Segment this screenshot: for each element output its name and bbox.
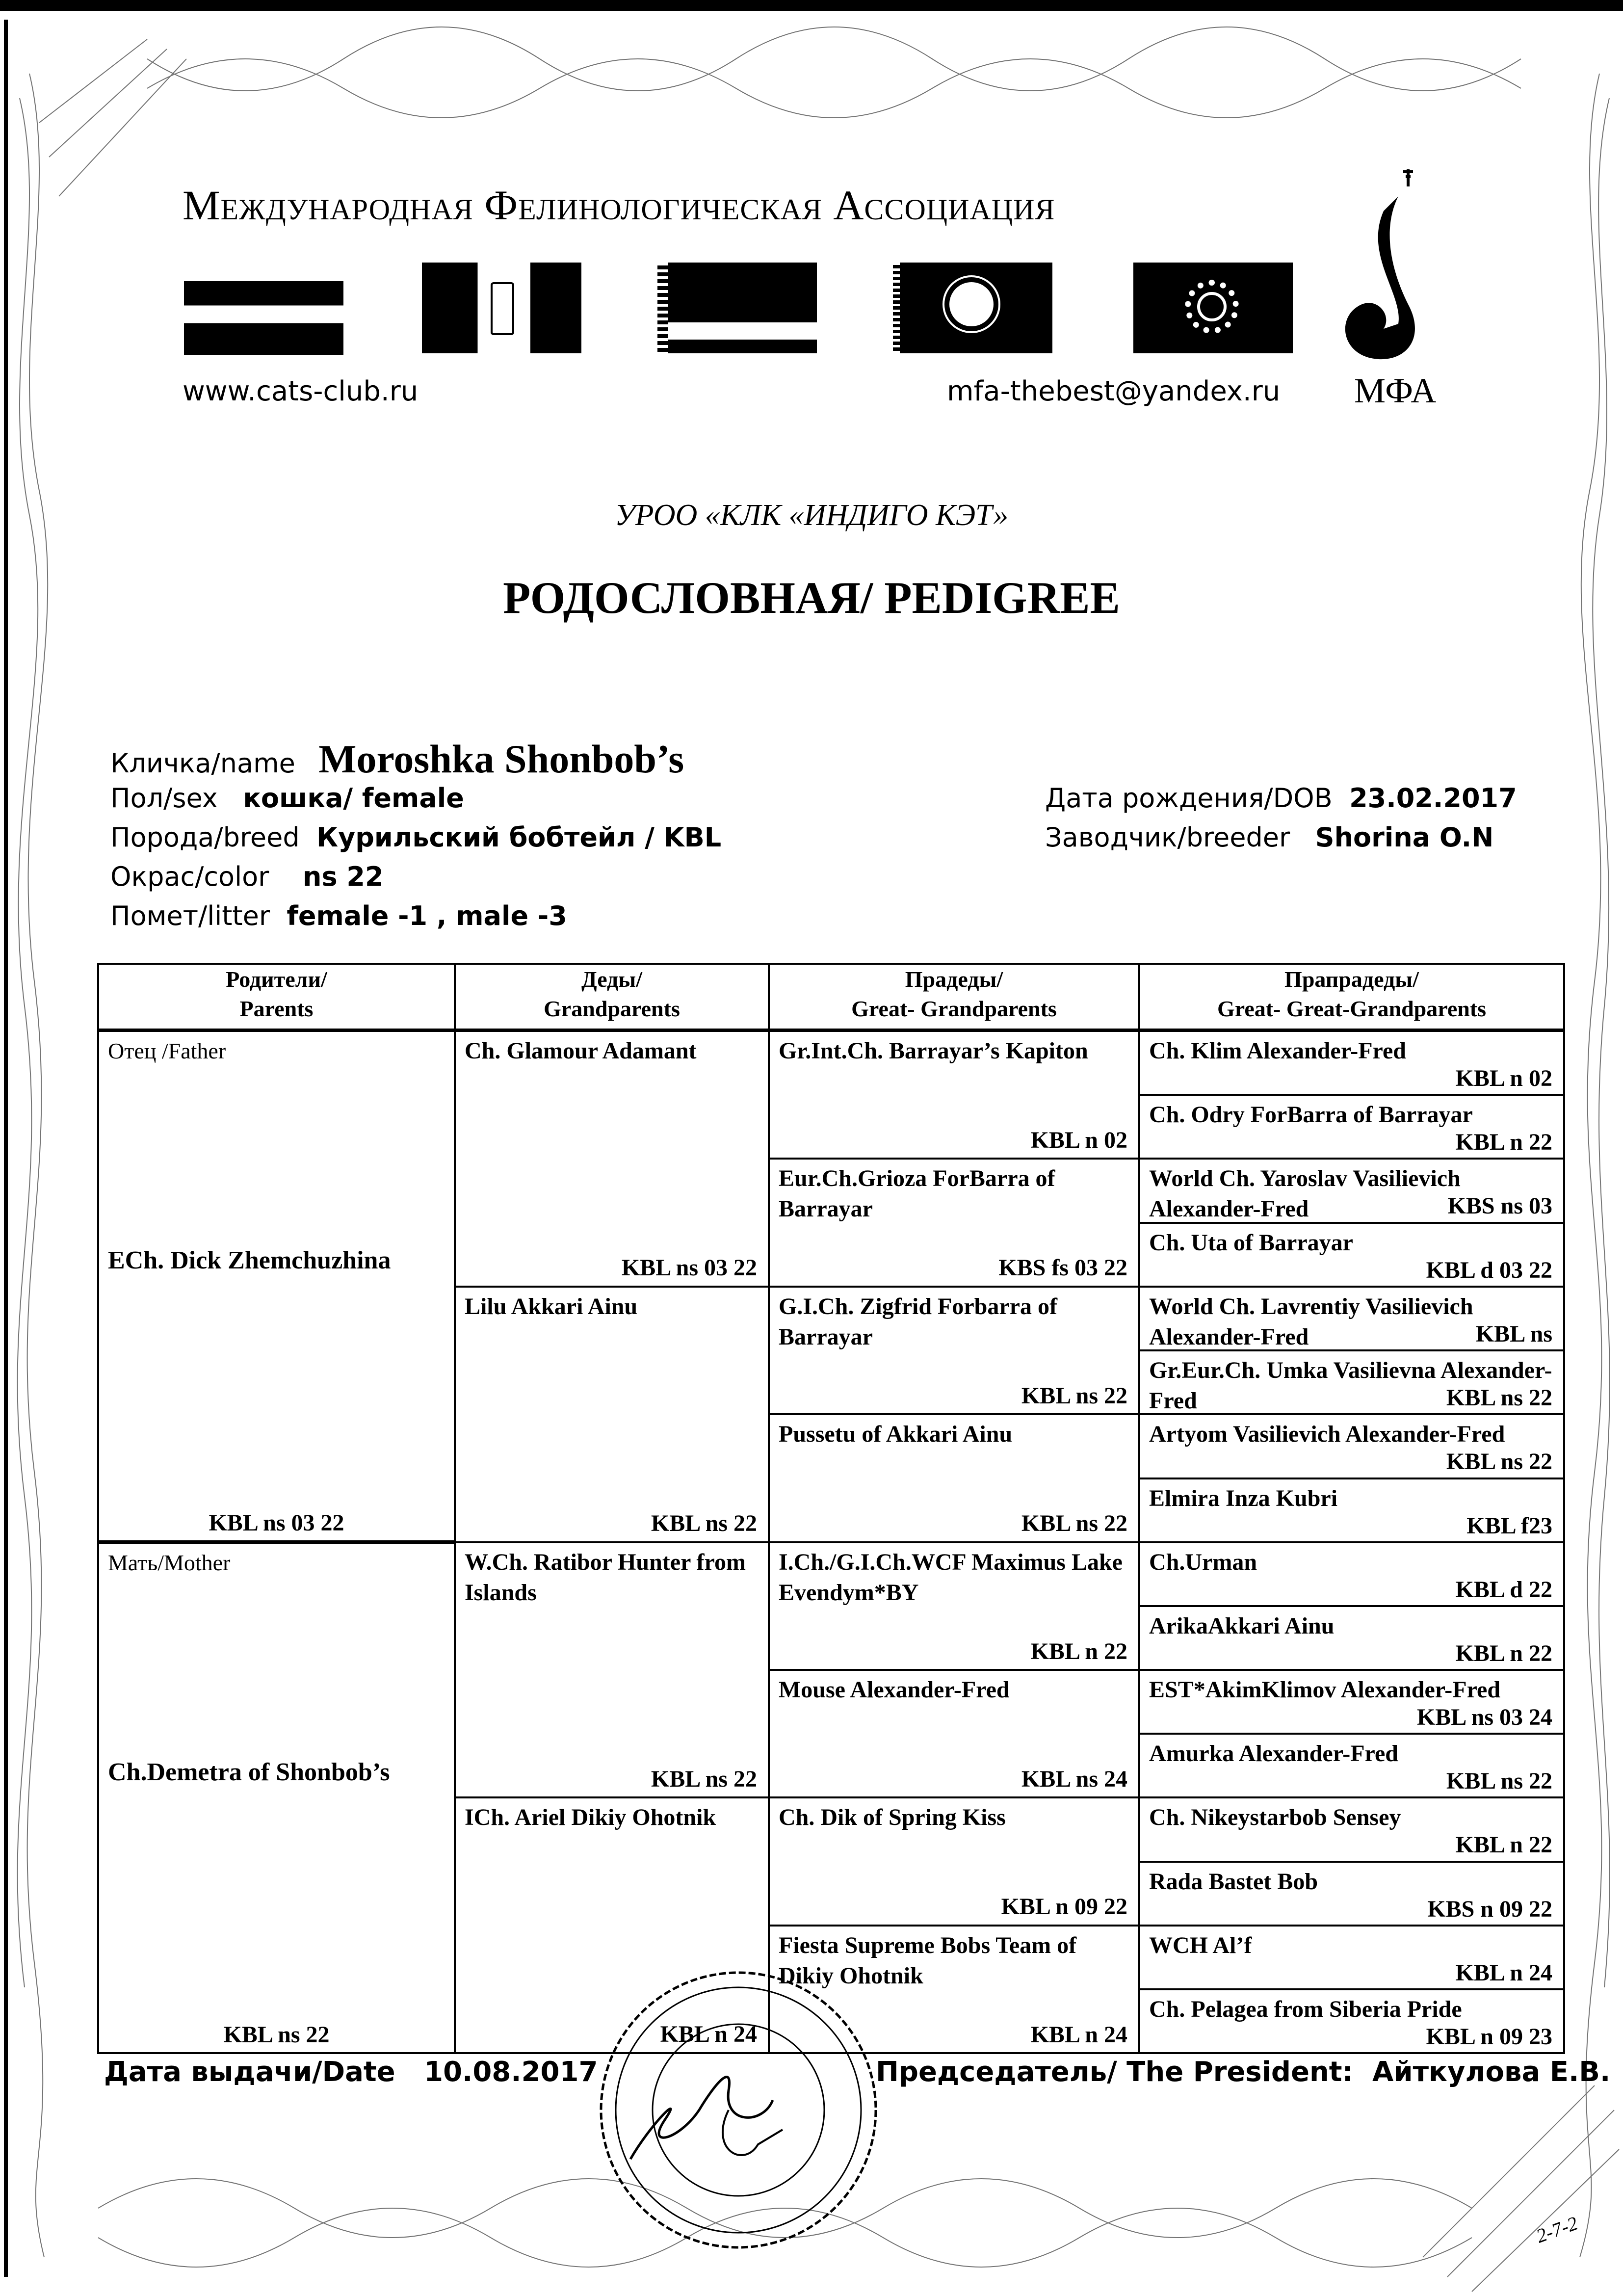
cat-name: World Ch. Lavrentiy Vasilievich Alexander-Fred — [1149, 1293, 1473, 1350]
ems-code: KBL ns 22 — [651, 1766, 757, 1792]
ems-code: KBL n 02 — [1455, 1065, 1552, 1091]
ems-code: KBL ns 22 — [651, 1510, 757, 1536]
parent-cell — [98, 1030, 455, 1542]
table-header-row — [98, 964, 1564, 1030]
cat-name: Ch. Pelagea from Siberia Pride — [1149, 1996, 1462, 2022]
great-grandparent-cell — [769, 1670, 1139, 1798]
color-label: Окрас/color — [110, 861, 269, 892]
cat-name: Ch. Klim Alexander-Fred — [1149, 1038, 1406, 1064]
great-great-grandparent-cell — [1139, 1414, 1564, 1478]
great-great-grandparent-cell — [1139, 1542, 1564, 1606]
ems-code: KBL d 03 22 — [1426, 1257, 1552, 1283]
great-grandparent-cell — [769, 1287, 1139, 1415]
name-field — [110, 736, 684, 782]
official-stamp-icon — [586, 1963, 890, 2257]
great-great-grandparent-cell — [1139, 1223, 1564, 1287]
ems-code: KBL ns 24 — [1021, 1766, 1127, 1792]
cat-name: Ch. Nikeystarbob Sensey — [1149, 1804, 1401, 1830]
parent-name: ECh. Dick Zhemchuzhina — [108, 1246, 391, 1275]
great-great-grandparent-cell — [1139, 1287, 1564, 1351]
great-great-grandparent-cell — [1139, 1670, 1564, 1734]
ems-code: KBL ns 22 — [1446, 1449, 1552, 1475]
color-field — [110, 861, 384, 892]
breed-label: Порода/breed — [110, 822, 300, 853]
great-great-grandparent-cell — [1139, 1606, 1564, 1670]
ems-code: KBL n 24 — [1030, 2021, 1127, 2048]
grandparent-cell — [455, 1542, 769, 1798]
dob-label: Дата рождения/DOB — [1045, 783, 1333, 814]
ems-code: KBL n 22 — [1455, 1640, 1552, 1666]
cat-name: Ch.Urman — [1149, 1549, 1257, 1575]
ems-code: KBL ns 22 — [1021, 1382, 1127, 1409]
president-label: Председатель/ The President: — [876, 2056, 1353, 2088]
litter-label: Помет/litter — [110, 900, 270, 931]
color-value: ns 22 — [303, 861, 384, 892]
org-title: Международная Фелинологическая Ассоциация — [183, 182, 1055, 229]
cat-name: WCH Al’f — [1149, 1932, 1252, 1958]
ems-code: KBL n 24 — [1455, 1959, 1552, 1986]
ems-code: KBL n 02 — [1030, 1127, 1127, 1153]
ems-code: KBS n 09 22 — [1427, 1896, 1552, 1922]
dob-field — [1045, 783, 1517, 814]
great-great-grandparent-cell — [1139, 1159, 1564, 1223]
ems-code: KBL ns 22 — [1446, 1385, 1552, 1411]
cat-name: I.Ch./G.I.Ch.WCF Maximus Lake Evendym*BY — [779, 1549, 1123, 1606]
russia-flag-icon — [184, 281, 343, 355]
table-row — [98, 1542, 1564, 1606]
great-great-grandparent-cell — [1139, 1350, 1564, 1414]
breeder-label: Заводчик/breeder — [1045, 822, 1290, 853]
great-grandparent-cell — [769, 1414, 1139, 1542]
website-link[interactable]: www.cats-club.ru — [183, 375, 419, 407]
great-grandparent-cell — [769, 1159, 1139, 1287]
cat-name: Moroshka Shonbob’s — [318, 737, 684, 781]
cat-name: Eur.Ch.Grioza ForBarra of Barrayar — [779, 1165, 1055, 1222]
cat-name: Rada Bastet Bob — [1149, 1868, 1318, 1895]
great-great-grandparent-cell — [1139, 1926, 1564, 1990]
president — [876, 2056, 1610, 2088]
great-great-grandparent-cell — [1139, 1478, 1564, 1542]
cat-name: Ch. Uta of Barrayar — [1149, 1229, 1353, 1256]
header-grandparents: Деды/ Grandparents — [455, 964, 769, 1030]
great-grandparent-cell — [769, 1030, 1139, 1159]
cat-name: ArikaAkkari Ainu — [1149, 1612, 1335, 1639]
cat-name: Lilu Akkari Ainu — [465, 1293, 638, 1320]
parent-name: Ch.Demetra of Shonbob’s — [108, 1758, 390, 1787]
moldova-flag-icon — [422, 263, 581, 353]
issue-date-label: Дата выдачи/Date — [104, 2056, 395, 2088]
cat-name: Gr.Eur.Ch. Umka Vasilievna Alexander-Fred — [1149, 1357, 1552, 1414]
grandparent-cell — [455, 1287, 769, 1542]
great-great-grandparent-cell — [1139, 1797, 1564, 1862]
header-great-great-grandparents: Прапрадеды/ Great- Great-Grandparents — [1139, 964, 1564, 1030]
great-great-grandparent-cell — [1139, 1030, 1564, 1095]
cat-name: Amurka Alexander-Fred — [1149, 1741, 1398, 1767]
ems-code: KBL n 09 23 — [1426, 2024, 1552, 2050]
header-great-grandparents: Прадеды/ Great- Grandparents — [769, 964, 1139, 1030]
litter-field — [110, 900, 567, 931]
ems-code: KBL ns 03 24 — [1416, 1704, 1552, 1730]
cat-logo-icon — [1335, 167, 1462, 368]
ems-code: KBL n 22 — [1030, 1638, 1127, 1664]
issue-date — [104, 2056, 598, 2088]
ems-code: KBL ns 22 — [223, 2022, 330, 2048]
cat-name: Ch. Odry ForBarra of Barrayar — [1149, 1102, 1473, 1128]
pedigree-table — [97, 963, 1565, 2054]
mfa-logo-text: МФА — [1354, 371, 1437, 410]
ems-code: KBS ns 03 — [1447, 1193, 1552, 1219]
kyrgyzstan-flag-icon — [1133, 263, 1293, 353]
ems-code: KBL n 22 — [1455, 1832, 1552, 1858]
sex-field — [110, 783, 464, 814]
club-name: УРОО «КЛК «ИНДИГО КЭТ» — [614, 499, 1009, 532]
grandparent-cell — [455, 1030, 769, 1287]
cat-name: Elmira Inza Kubri — [1149, 1485, 1338, 1511]
president-name: Айткулова Е.В. — [1372, 2056, 1611, 2088]
ems-code: KBL ns 22 — [1021, 1510, 1127, 1536]
cat-name: W.Ch. Ratibor Hunter from Islands — [465, 1549, 746, 1606]
parent-role-label: Отец /Father — [108, 1038, 226, 1063]
cat-name: World Ch. Yaroslav Vasilievich Alexander-Fred — [1149, 1165, 1461, 1222]
ems-code: KBL d 22 — [1455, 1576, 1552, 1603]
cat-name: Mouse Alexander-Fred — [779, 1676, 1010, 1703]
email-link[interactable]: mfa-thebest@yandex.ru — [947, 375, 1281, 407]
cat-name: G.I.Ch. Zigfrid Forbarra of Barrayar — [779, 1293, 1057, 1350]
great-grandparent-cell — [769, 1542, 1139, 1670]
ems-code: KBL ns 03 22 — [621, 1255, 757, 1281]
cat-name: Artyom Vasilievich Alexander-Fred — [1149, 1421, 1505, 1447]
breeder-value: Shorina O.N — [1315, 822, 1494, 853]
member-flags — [184, 263, 1312, 353]
ems-code: KBL ns — [1475, 1320, 1552, 1347]
sex-value: кошка/ female — [243, 783, 464, 814]
great-great-grandparent-cell — [1139, 1989, 1564, 2053]
name-label: Кличка/name — [110, 748, 295, 779]
ems-code: KBL f23 — [1466, 1512, 1552, 1539]
ems-code: KBL ns 03 22 — [209, 1510, 344, 1536]
issue-date-value: 10.08.2017 — [424, 2056, 598, 2088]
page-number: 2-7-2 — [1533, 2212, 1581, 2247]
table-row — [98, 1030, 1564, 1095]
great-grandparent-cell — [769, 1797, 1139, 1926]
ems-code: KBS fs 03 22 — [998, 1255, 1127, 1281]
cat-name: Gr.Int.Ch. Barrayar’s Kapiton — [779, 1038, 1088, 1064]
belarus-flag-icon — [657, 263, 817, 353]
ems-code: KBL n 22 — [1455, 1129, 1552, 1155]
kazakhstan-flag-icon — [893, 263, 1052, 353]
ems-code: KBL n 24 — [660, 2021, 757, 2047]
parent-cell — [98, 1542, 455, 2054]
cat-name: Pussetu of Akkari Ainu — [779, 1421, 1013, 1447]
great-great-grandparent-cell — [1139, 1095, 1564, 1159]
ems-code: KBL n 09 22 — [1001, 1894, 1127, 1920]
cat-name: ICh. Ariel Dikiy Ohotnik — [465, 1804, 716, 1830]
cat-name: Fiesta Supreme Bobs Team of Dikiy Ohotnik — [779, 1932, 1077, 1989]
great-great-grandparent-cell — [1139, 1734, 1564, 1797]
cat-name: EST*AkimKlimov Alexander-Fred — [1149, 1676, 1501, 1703]
great-great-grandparent-cell — [1139, 1862, 1564, 1926]
parent-role-label: Мать/Mother — [108, 1550, 231, 1575]
litter-value: female -1 , male -3 — [287, 900, 567, 931]
breeder-field — [1045, 822, 1493, 853]
ems-code: KBL ns 22 — [1446, 1768, 1552, 1794]
cat-name: Ch. Glamour Adamant — [465, 1038, 697, 1064]
header-parents: Родители/ Parents — [98, 964, 455, 1030]
dob-value: 23.02.2017 — [1349, 783, 1517, 814]
sex-label: Пол/sex — [110, 783, 218, 814]
cat-name: Ch. Dik of Spring Kiss — [779, 1804, 1006, 1830]
breed-field — [110, 822, 721, 853]
document-title: РОДОСЛОВНАЯ/ PEDIGREE — [503, 573, 1120, 623]
breed-value: Курильский бобтейл / KBL — [316, 822, 722, 853]
